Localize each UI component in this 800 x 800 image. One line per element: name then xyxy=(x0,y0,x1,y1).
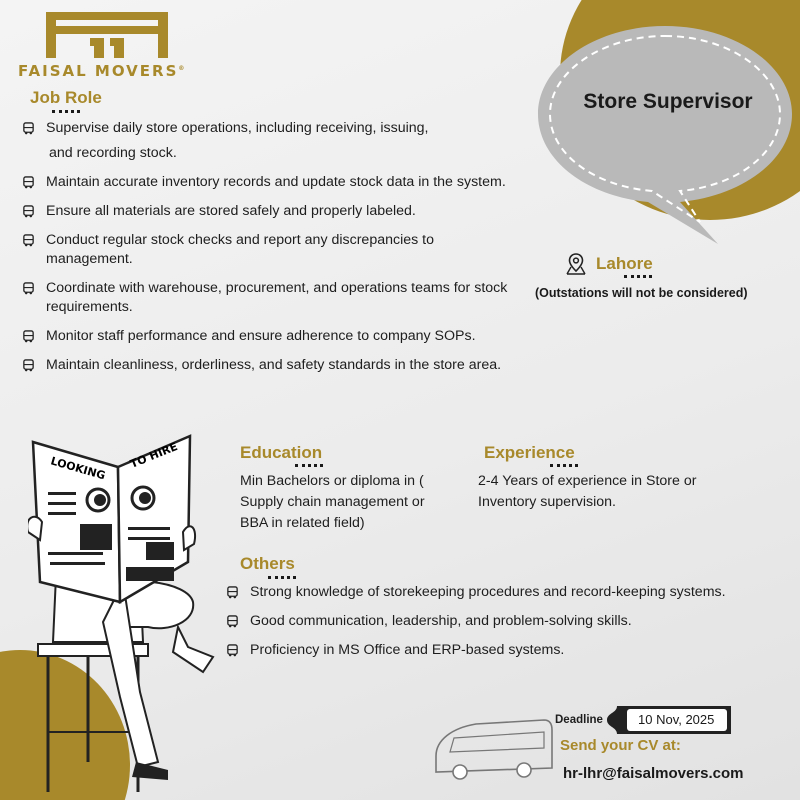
bus-bullet-icon xyxy=(22,234,35,247)
sign-right-text: TO HIRE xyxy=(128,440,180,471)
looking-to-hire-illustration xyxy=(28,432,238,800)
list-item: Monitor staff performance and ensure adherence to company SOPs. xyxy=(22,327,522,346)
list-item: Conduct regular stock checks and report any discrepancies to management. xyxy=(22,231,522,269)
job-role-heading: Job Role xyxy=(30,88,102,107)
bus-bullet-icon xyxy=(22,205,35,218)
deadline-date: 10 Nov, 2025 xyxy=(638,712,715,727)
bus-bullet-icon xyxy=(226,615,239,628)
education-text: Min Bachelors or diploma in ( Supply chain management or BBA in related field) xyxy=(240,473,425,531)
location-city: Lahore xyxy=(596,254,653,273)
sign-left-text: LOOKING xyxy=(49,454,107,483)
list-item: and recording stock. xyxy=(49,145,177,161)
bus-bullet-icon xyxy=(22,330,35,343)
coach-bus-icon xyxy=(432,716,554,786)
brand-name: FAISAL MOVERS® xyxy=(18,62,187,80)
list-item: Supervise daily store operations, including receiving, issuing, xyxy=(22,119,522,138)
others-list xyxy=(226,583,796,670)
bus-bullet-icon xyxy=(22,176,35,189)
heading-dots xyxy=(550,464,578,467)
bus-bullet-icon xyxy=(226,644,239,657)
heading-dots xyxy=(624,275,652,278)
bus-bullet-icon xyxy=(22,282,35,295)
bus-bullet-icon xyxy=(22,359,35,372)
bus-bullet-icon xyxy=(22,122,35,135)
location-note: (Outstations will not be considered) xyxy=(535,286,748,300)
job-title: Store Supervisor xyxy=(583,90,753,113)
list-item: Ensure all materials are stored safely and properly labeled. xyxy=(22,202,522,221)
list-item: Coordinate with warehouse, procurement, and operations teams for stock requirements. xyxy=(22,279,522,317)
list-item: Maintain cleanliness, orderliness, and safety standards in the store area. xyxy=(22,356,522,375)
send-cv-label: Send your CV at: xyxy=(560,737,681,754)
list-item: Maintain accurate inventory records and update stock data in the system. xyxy=(22,173,522,192)
others-heading: Others xyxy=(240,554,295,573)
email-address[interactable]: hr-lhr@faisalmovers.com xyxy=(563,765,744,782)
experience-heading: Experience xyxy=(484,443,575,462)
list-item: Proficiency in MS Office and ERP-based systems. xyxy=(226,641,796,660)
list-item: Strong knowledge of storekeeping procedures and record-keeping systems. xyxy=(226,583,796,602)
title-speech-bubble xyxy=(530,18,800,258)
heading-dots xyxy=(295,464,323,467)
education-heading: Education xyxy=(240,443,323,462)
list-item: Good communication, leadership, and problem-solving skills. xyxy=(226,612,796,631)
deadline-label: Deadline xyxy=(555,714,603,726)
bus-bullet-icon xyxy=(226,586,239,599)
experience-text: 2-4 Years of experience in Store or Inventory supervision. xyxy=(478,473,697,510)
map-pin-icon xyxy=(564,252,588,276)
location xyxy=(564,252,653,276)
job-role-list xyxy=(22,119,522,385)
heading-dots xyxy=(52,110,80,113)
heading-dots xyxy=(268,576,296,579)
